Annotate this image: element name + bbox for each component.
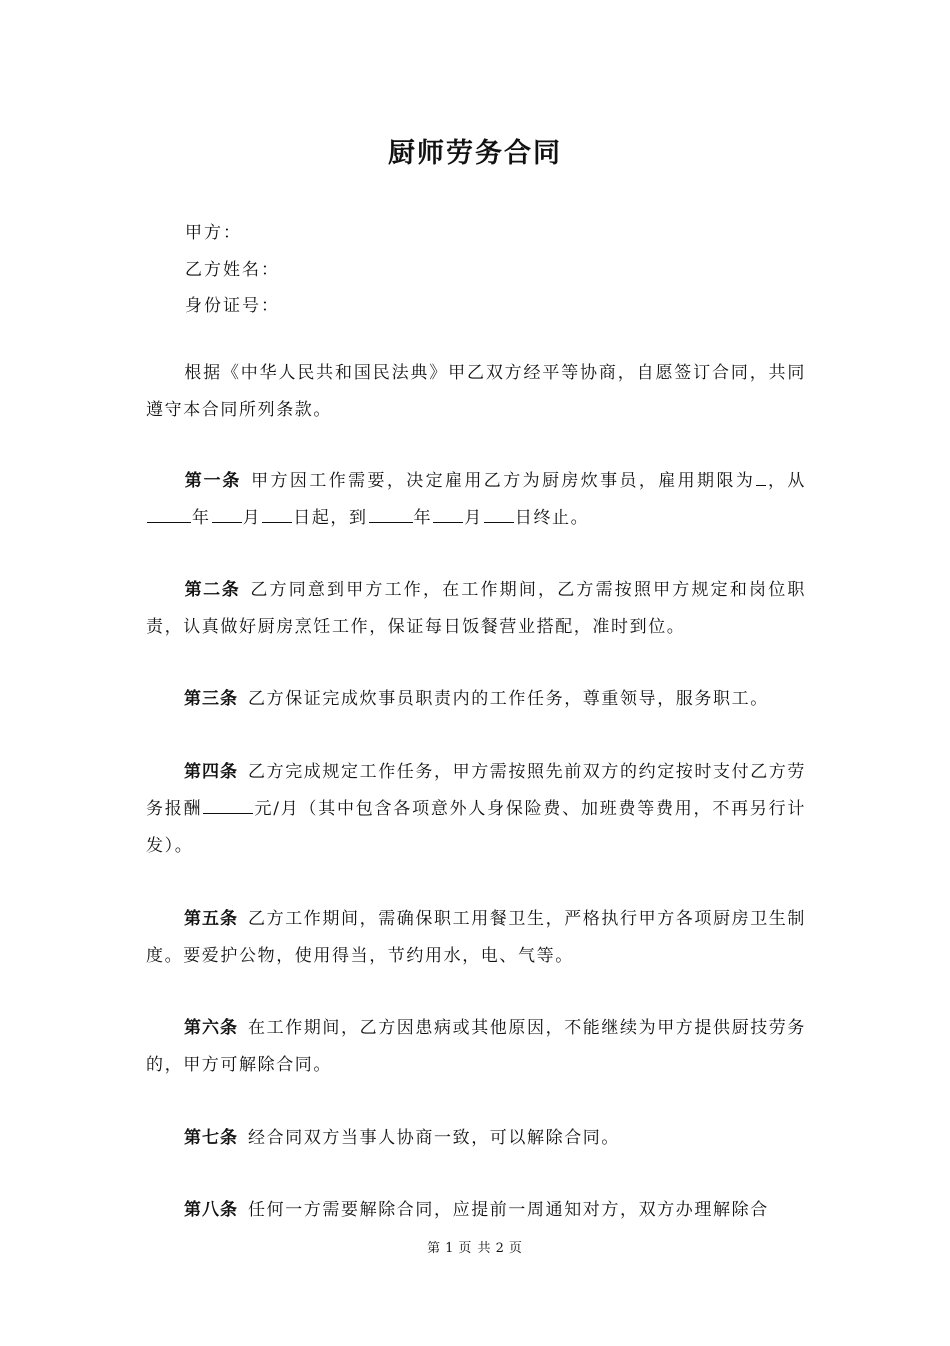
article-7 <box>146 1120 806 1157</box>
article-text: 经合同双方当事人协商一致，可以解除合同。 <box>248 1128 620 1148</box>
article-text: ，从 <box>767 471 807 491</box>
start-day-blank <box>262 506 292 523</box>
current-page-number: 1 <box>445 1241 455 1256</box>
total-pages-number: 2 <box>495 1241 505 1256</box>
article-6 <box>146 1010 806 1084</box>
month-label: 月 <box>242 508 262 528</box>
end-day-blank <box>484 506 514 523</box>
article-1 <box>146 463 806 537</box>
article-text: 乙方工作期间，需确保职工用餐卫生，严格执行甲方各项厨房卫生制度。要爱护公物，使用得当，节约用水，电、气等。 <box>146 909 806 966</box>
article-text: 甲方因工作需要，决定雇用乙方为厨房炊事员，雇用期限为 <box>251 471 756 491</box>
article-label: 第六条 <box>184 1018 238 1038</box>
article-label: 第七条 <box>184 1128 238 1148</box>
term-blank <box>756 469 766 486</box>
page-footer <box>0 1237 950 1256</box>
year-label: 年 <box>192 508 211 528</box>
article-3 <box>146 681 806 718</box>
party-b-name-field: 乙方姓名： <box>185 260 280 280</box>
article-8 <box>146 1192 806 1229</box>
document-title: 厨师劳务合同 <box>388 138 562 169</box>
article-text: 乙方同意到甲方工作，在工作期间，乙方需按照甲方规定和岗位职责，认真做好厨房烹饪工作，保证每日饭餐营业搭配，准时到位。 <box>146 580 806 637</box>
article-2 <box>146 572 806 646</box>
party-a-field: 甲方： <box>185 223 242 243</box>
article-5 <box>146 901 806 975</box>
footer-prefix: 第 <box>427 1241 442 1256</box>
id-number-field: 身份证号： <box>185 296 280 316</box>
fee-blank <box>203 797 253 814</box>
day-label: 日起，到 <box>293 508 368 528</box>
article-label: 第四条 <box>184 762 238 782</box>
article-label: 第一条 <box>184 471 242 491</box>
article-4 <box>146 754 806 865</box>
article-text: 乙方保证完成炊事员职责内的工作任务，尊重领导，服务职工。 <box>248 689 769 709</box>
article-label: 第八条 <box>184 1200 238 1220</box>
month-label: 月 <box>464 508 483 528</box>
end-year-blank <box>369 506 413 523</box>
article-text: 元/月（其中包含各项意外人身保险费、加班费等费用，不再另行计发）。 <box>146 799 806 856</box>
start-year-blank <box>147 506 191 523</box>
article-label: 第五条 <box>184 909 238 929</box>
start-month-blank <box>212 506 242 523</box>
article-label: 第三条 <box>184 689 238 709</box>
preamble-text: 根据《中华人民共和国民法典》甲乙双方经平等协商，自愿签订合同，共同遵守本合同所列条款。 <box>146 363 806 420</box>
article-label: 第二条 <box>184 580 241 600</box>
article-text: 在工作期间，乙方因患病或其他原因，不能继续为甲方提供厨技劳务的，甲方可解除合同。 <box>146 1018 806 1075</box>
footer-suffix: 页 <box>508 1241 523 1256</box>
preamble-paragraph <box>146 355 806 429</box>
day-label: 日终止。 <box>514 508 590 528</box>
footer-mid: 页 共 <box>458 1241 492 1256</box>
article-text: 任何一方需要解除合同，应提前一周通知对方，双方办理解除合 <box>248 1200 769 1220</box>
article-text: 乙方完成规定工作任务，甲方需按照先前双方的约定按时支付乙方劳务报酬 <box>146 762 806 819</box>
end-month-blank <box>433 506 463 523</box>
year-label: 年 <box>413 508 433 528</box>
